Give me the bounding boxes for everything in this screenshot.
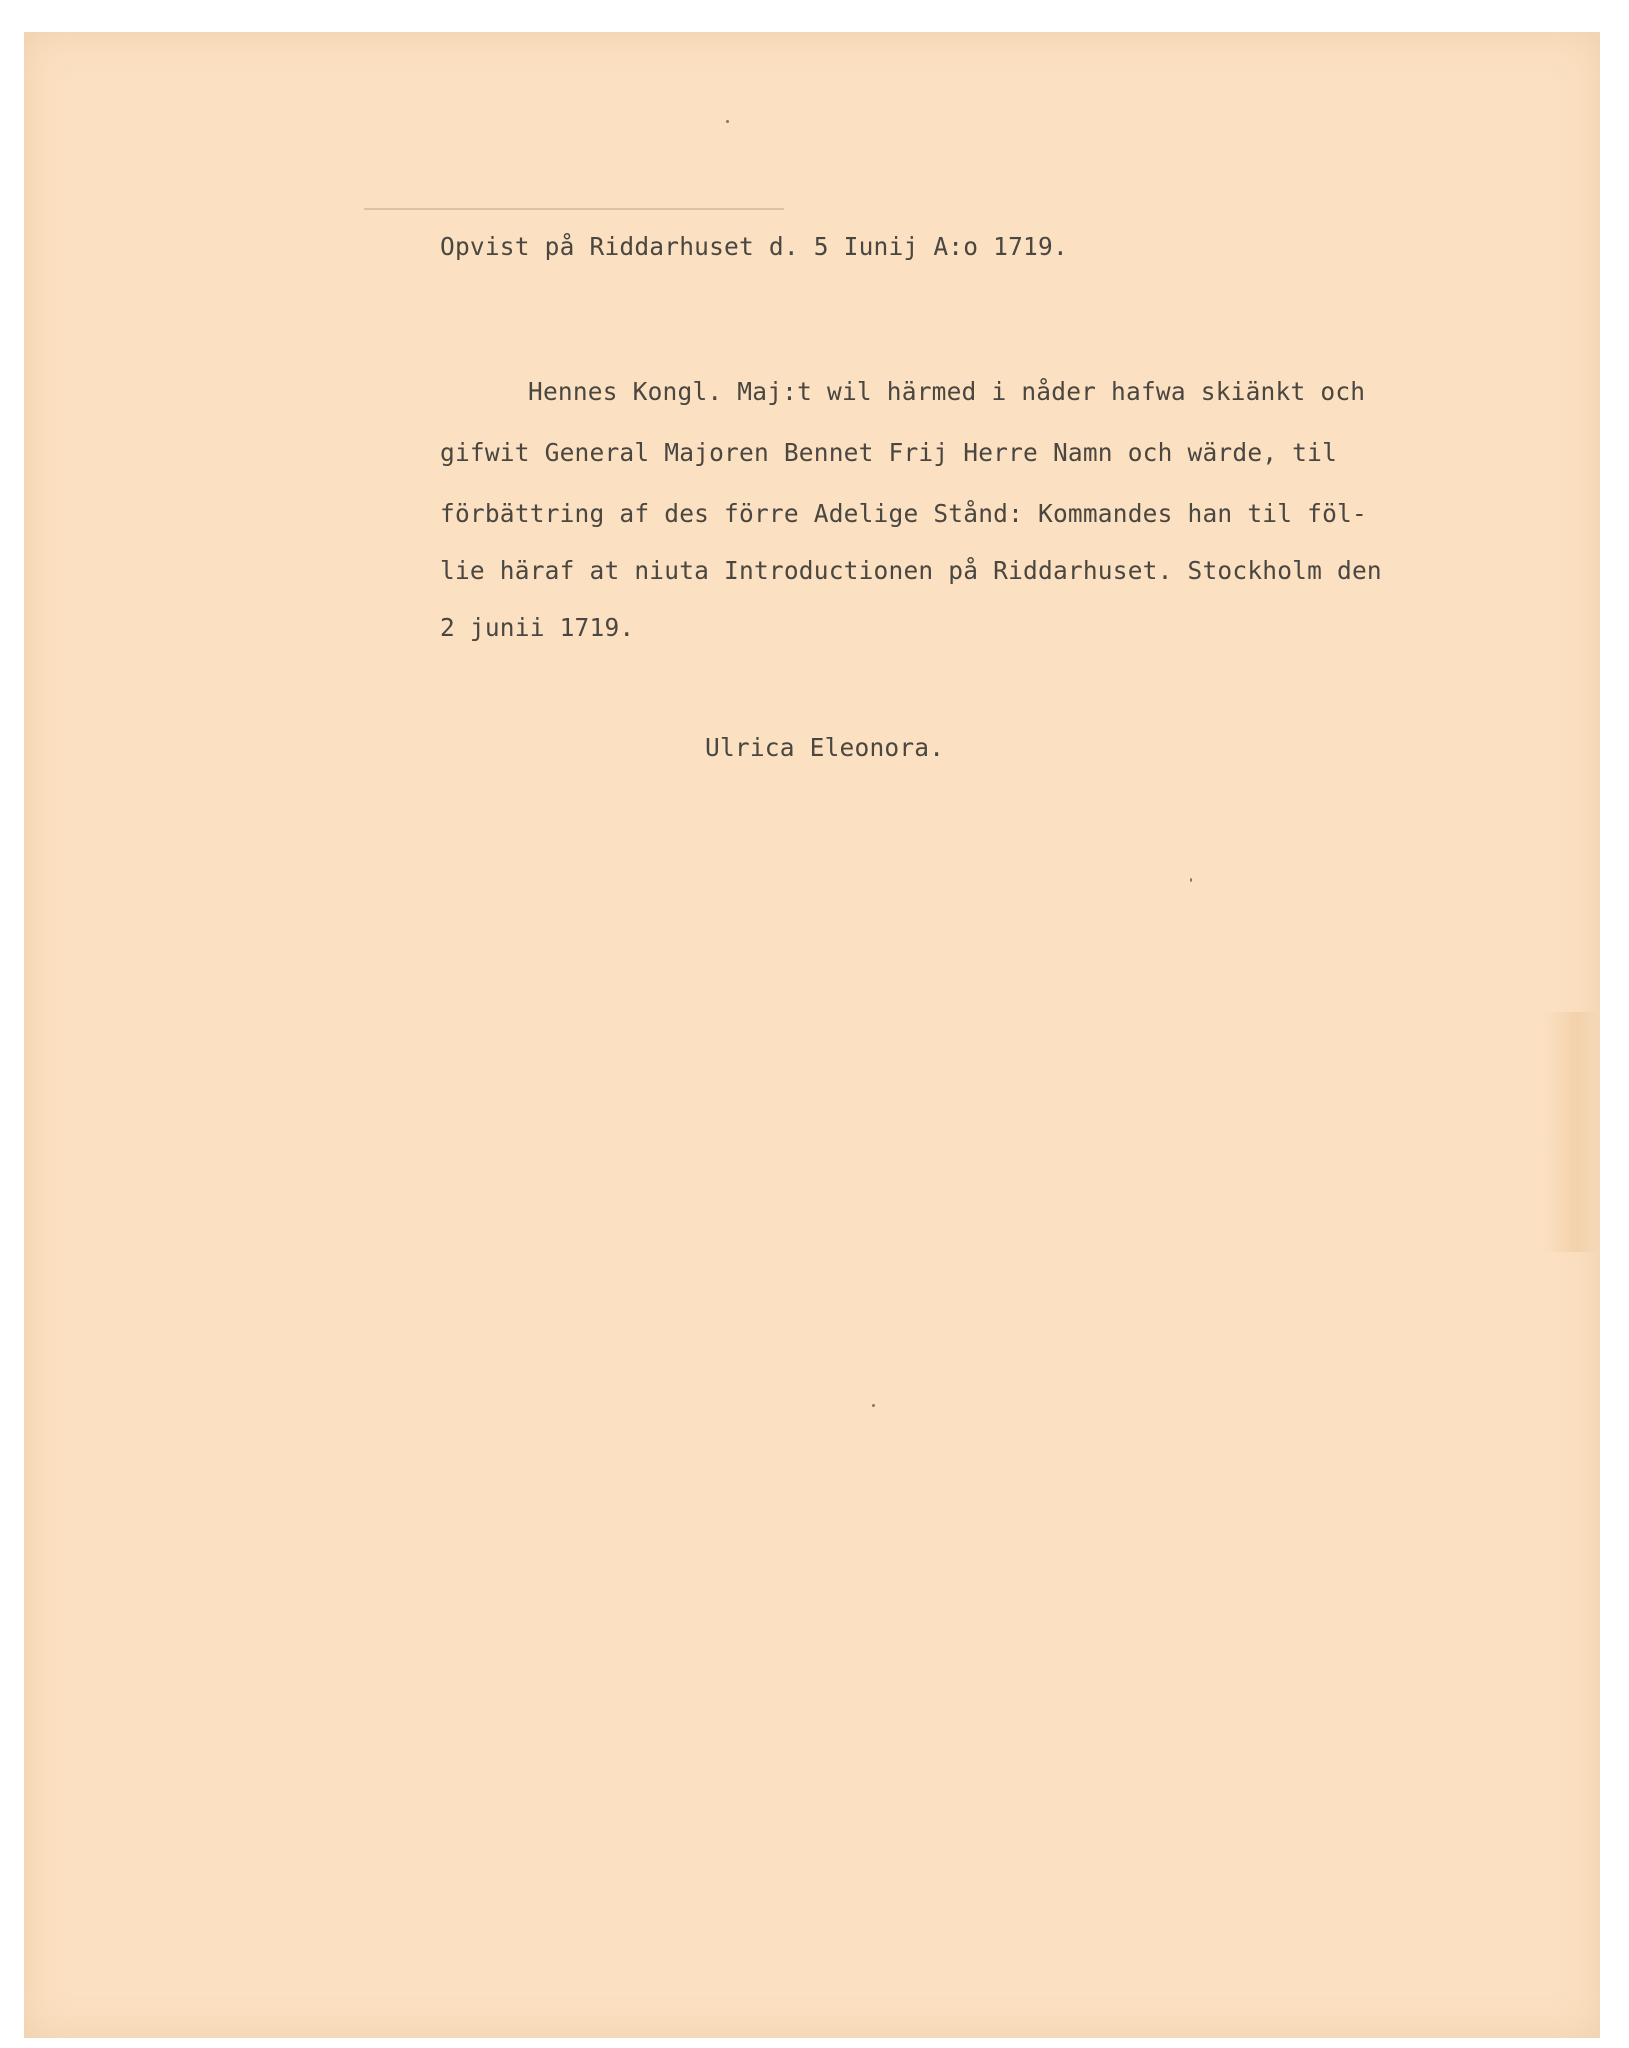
- signature: Ulrica Eleonora.: [705, 733, 945, 762]
- faint-mark: [364, 208, 784, 210]
- document-heading: Opvist på Riddarhuset d. 5 Iunij A:o 1719.: [440, 232, 1068, 261]
- body-line: förbättring af des förre Adelige Stånd: Kommandes han til föl-: [440, 499, 1367, 528]
- body-line: Hennes Kongl. Maj:t wil härmed i nåder hafwa skiänkt och: [528, 377, 1366, 406]
- paper-crease: [1544, 1012, 1600, 1252]
- body-line: lie häraf at niuta Introductionen på Riddarhuset. Stockholm den: [440, 556, 1382, 585]
- body-line: 2 junii 1719.: [440, 613, 635, 642]
- body-line: gifwit General Majoren Bennet Frij Herre Namn och wärde, til: [440, 438, 1338, 467]
- ink-speck: [1190, 878, 1192, 882]
- ink-speck: [726, 120, 729, 123]
- paper-sheet: [24, 32, 1600, 2038]
- ink-speck: [872, 1404, 875, 1407]
